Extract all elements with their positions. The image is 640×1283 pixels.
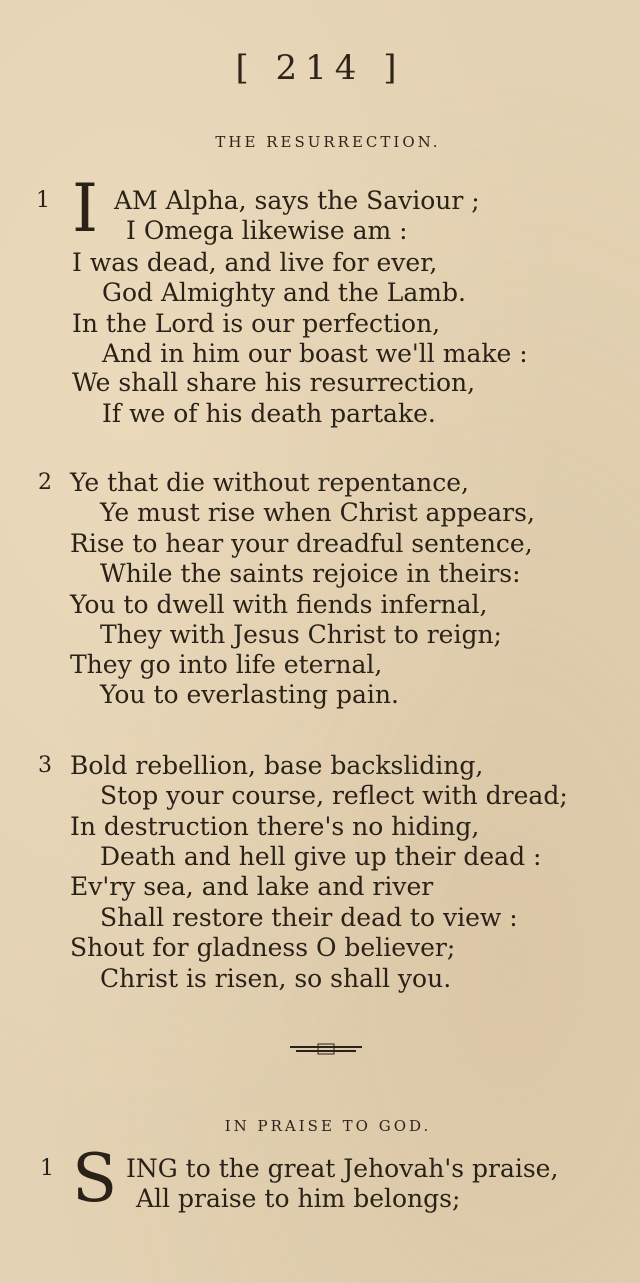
hymn-title: THE RESURRECTION. (215, 133, 441, 151)
verse-line: Shall restore their dead to view : (100, 903, 518, 932)
verse-line: ING to the great Jehovah's praise, (126, 1154, 559, 1183)
verse-line: You to dwell with fiends infernal, (70, 590, 488, 619)
stanza-number: 3 (38, 753, 52, 778)
verse-line: In the Lord is our perfection, (72, 309, 441, 338)
ornament-divider (290, 1043, 362, 1055)
verse-line: Christ is risen, so shall you. (100, 964, 452, 993)
verse-line: Death and hell give up their dead : (100, 842, 542, 871)
verse-line: Ye must rise when Christ appears, (100, 498, 535, 527)
verse-line: They with Jesus Christ to reign; (100, 620, 502, 649)
verse-line: AM Alpha, says the Saviour ; (114, 186, 480, 215)
stanza-number: 2 (38, 470, 52, 495)
verse-line: We shall share his resurrection, (72, 368, 476, 397)
verse-line: Bold rebellion, base backsliding, (70, 751, 484, 780)
verse-line: And in him our boast we'll make : (102, 339, 528, 368)
page-number: [ 214 ] (235, 48, 405, 88)
verse-line: God Almighty and the Lamb. (102, 278, 466, 307)
verse-line: While the saints rejoice in theirs: (100, 559, 521, 588)
verse-line: Ev'ry sea, and lake and river (70, 872, 434, 901)
verse-line: All praise to him belongs; (136, 1184, 461, 1213)
drop-cap: S (72, 1140, 118, 1217)
verse-line: I was dead, and live for ever, (72, 248, 438, 277)
verse-line: Rise to hear your dreadful sentence, (70, 529, 533, 558)
hymn-title: IN PRAISE TO GOD. (224, 1117, 432, 1135)
verse-line: Shout for gladness O believer; (70, 933, 456, 962)
verse-line: Stop your course, reflect with dread; (100, 781, 568, 810)
stanza-number: 1 (40, 1156, 54, 1181)
verse-line: Ye that die without repentance, (70, 468, 469, 497)
stanza-number: 1 (36, 188, 50, 213)
verse-line: They go into life eternal, (70, 650, 383, 679)
verse-line: If we of his death partake. (102, 399, 436, 428)
verse-line: You to everlasting pain. (100, 680, 399, 709)
verse-line: I Omega likewise am : (126, 216, 408, 245)
drop-cap: I (72, 170, 99, 247)
verse-line: In destruction there's no hiding, (70, 812, 480, 841)
